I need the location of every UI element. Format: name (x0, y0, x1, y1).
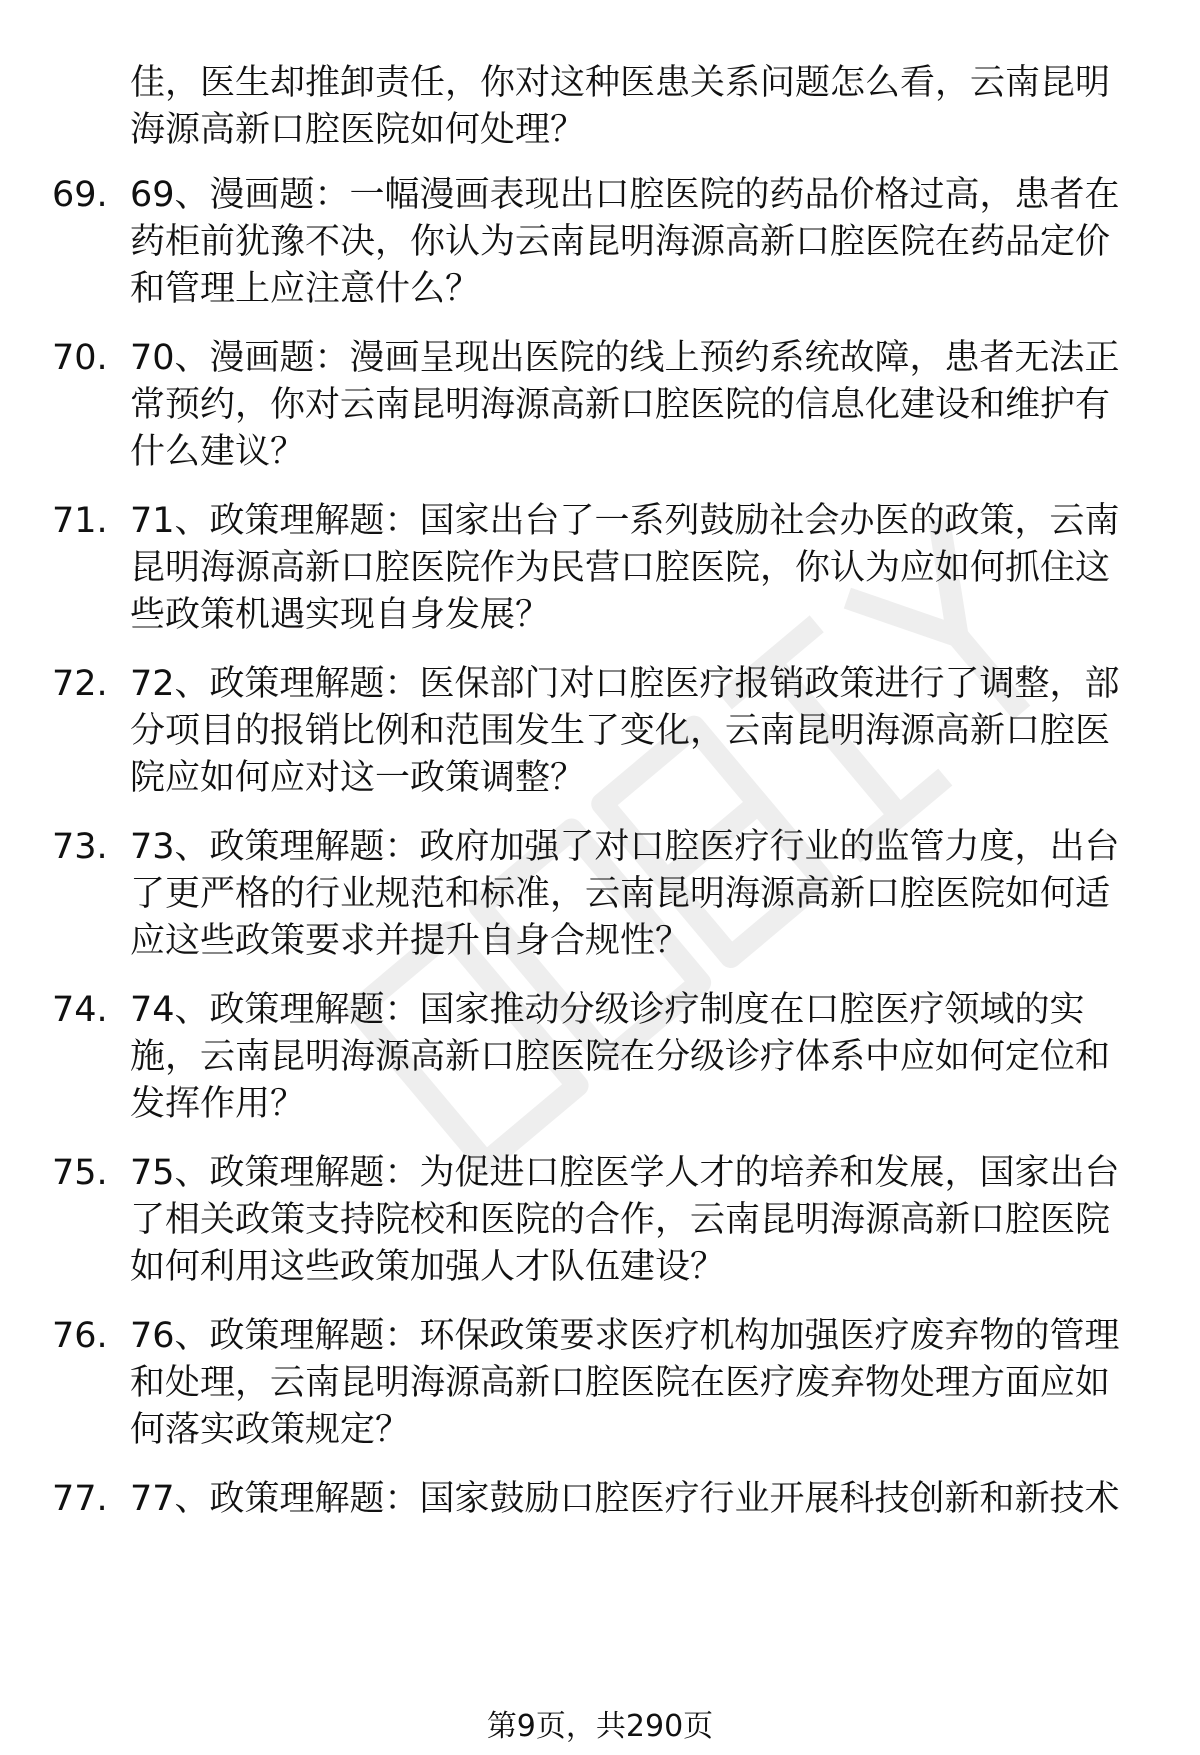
question-number: 70. (52, 338, 108, 378)
question-number: 77. (52, 1479, 108, 1519)
question-number: 75. (52, 1153, 108, 1193)
question-text: 73、政策理解题：政府加强了对口腔医疗行业的监管力度，出台了更严格的行业规范和标准，云南昆明海源高新口腔医院如何适应这些政策要求并提升自身合规性？ (130, 827, 1120, 961)
question-text: 69、漫画题：一幅漫画表现出口腔医院的药品价格过高，患者在药柜前犹豫不决，你认为云南昆明海源高新口腔医院在药品定价和管理上应注意什么？ (130, 175, 1120, 309)
question-number: 74. (52, 990, 108, 1030)
question-text: 71、政策理解题：国家出台了一系列鼓励社会办医的政策，云南昆明海源高新口腔医院作为民营口腔医院，你认为应如何抓住这些政策机遇实现自身发展？ (130, 501, 1120, 635)
question-number: 71. (52, 501, 108, 541)
question-text: 70、漫画题：漫画呈现出医院的线上预约系统故障，患者无法正常预约，你对云南昆明海源高新口腔医院的信息化建设和维护有什么建议？ (130, 338, 1120, 472)
question-text: 74、政策理解题：国家推动分级诊疗制度在口腔医疗领域的实施，云南昆明海源高新口腔医院在分级诊疗体系中应如何定位和发挥作用？ (130, 990, 1111, 1124)
question-number: 72. (52, 664, 108, 704)
question-number: 76. (52, 1316, 108, 1356)
question-text: 75、政策理解题：为促进口腔医学人才的培养和发展，国家出台了相关政策支持院校和医院的合作，云南昆明海源高新口腔医院如何利用这些政策加强人才队伍建设？ (130, 1153, 1120, 1287)
intro-paragraph: 佳，医生却推卸责任，你对这种医患关系问题怎么看，云南昆明海源高新口腔医院如何处理？ (130, 63, 1111, 150)
question-number: 69. (52, 175, 108, 215)
question-text: 77、政策理解题：国家鼓励口腔医疗行业开展科技创新和新技术 (130, 1479, 1120, 1519)
question-text: 76、政策理解题：环保政策要求医疗机构加强医疗废弃物的管理和处理，云南昆明海源高新口腔医院在医疗废弃物处理方面应如何落实政策规定？ (130, 1316, 1120, 1450)
page-footer: 第9页，共290页 (486, 1709, 714, 1744)
question-number: 73. (52, 827, 108, 867)
question-text: 72、政策理解题：医保部门对口腔医疗报销政策进行了调整，部分项目的报销比例和范围发生了变化，云南昆明海源高新口腔医院应如何应对这一政策调整？ (130, 664, 1120, 798)
